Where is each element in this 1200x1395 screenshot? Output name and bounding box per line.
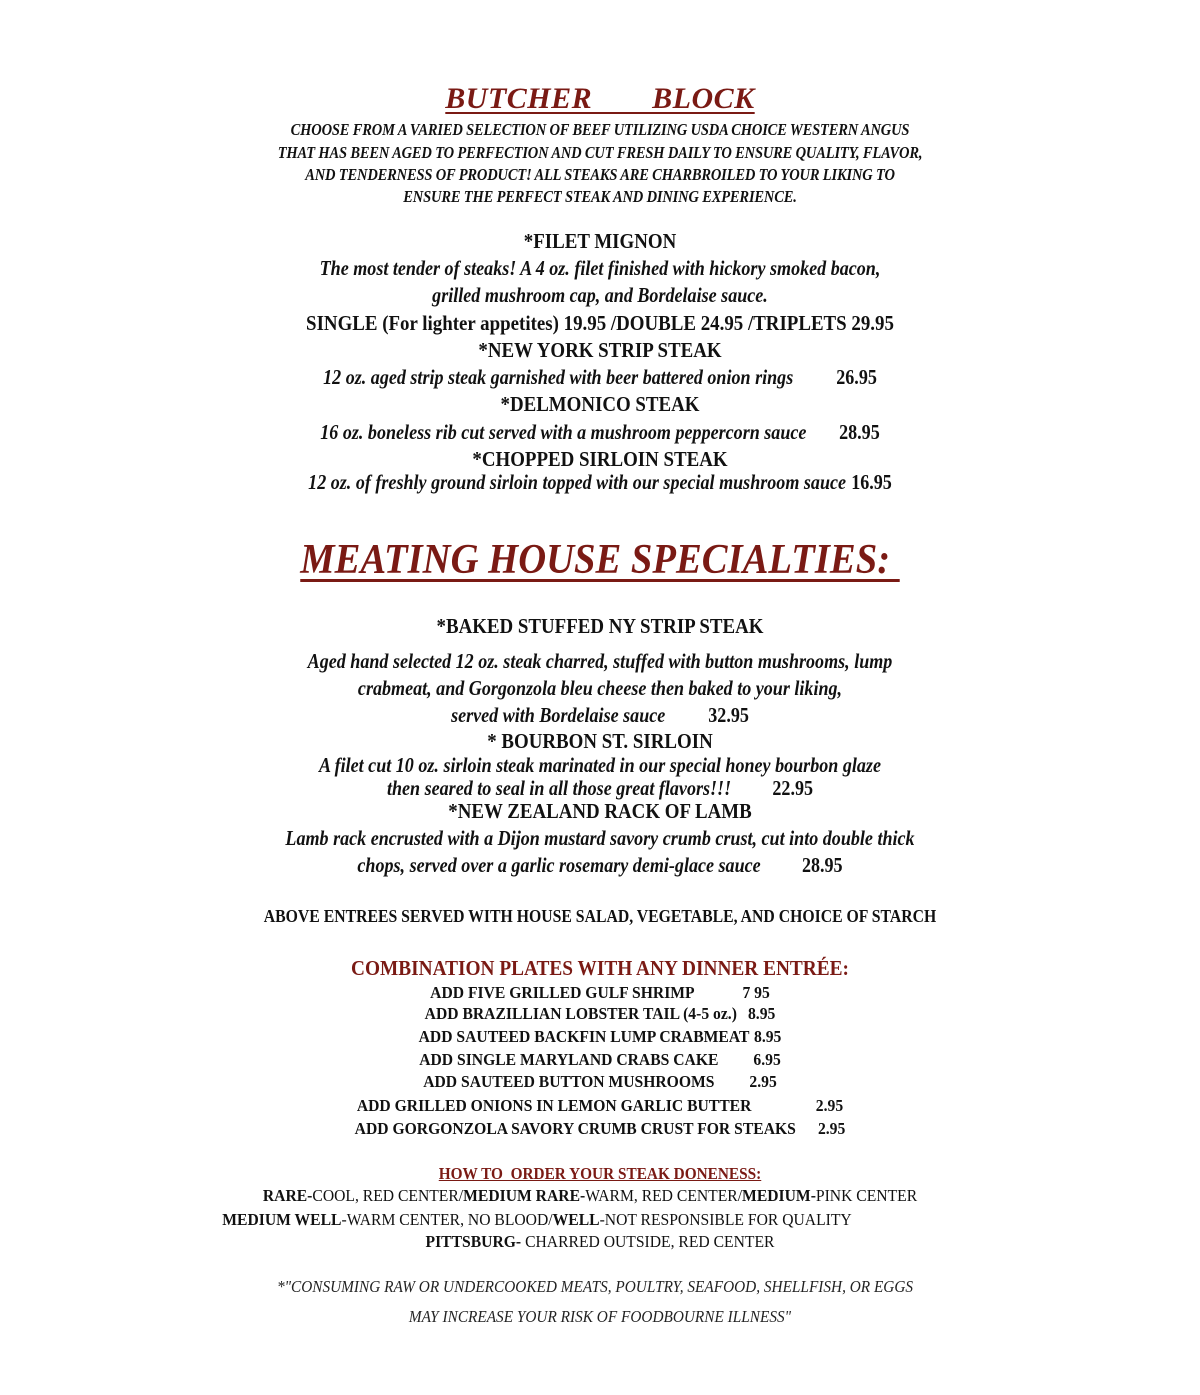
- consumer-warning-line: *"CONSUMING RAW OR UNDERCOOKED MEATS, POULTRY, SEAFOOD, SHELLFISH, OR EGGS: [276, 1277, 914, 1296]
- menu-item-name: *CHOPPED SIRLOIN STEAK: [472, 447, 728, 471]
- addon-row: [48, 1050, 1152, 1070]
- doneness-desc: COOL, RED CENTER/: [312, 1186, 464, 1205]
- addon-row: [48, 1004, 1152, 1024]
- addon-label: ADD GORGONZOLA SAVORY CRUMB CRUST FOR STEAKS: [354, 1119, 796, 1138]
- addon-price: 6.95: [753, 1050, 781, 1069]
- doneness-term: MEDIUM WELL: [222, 1210, 342, 1229]
- doneness-desc: CHARRED OUTSIDE, RED CENTER: [521, 1232, 775, 1251]
- entrees-served-with-note: ABOVE ENTREES SERVED WITH HOUSE SALAD, VEGETABLE, AND CHOICE OF STARCH: [263, 906, 937, 926]
- doneness-term: RARE-: [262, 1186, 313, 1205]
- menu-item-name: *NEW YORK STRIP STEAK: [478, 338, 722, 362]
- butcher-block-intro-line: AND TENDERNESS OF PRODUCT! ALL STEAKS ARE CHARBROILED TO YOUR LIKING TO: [305, 165, 895, 184]
- menu-item-price: 26.95: [836, 365, 877, 389]
- doneness-term: MEDIUM-: [742, 1186, 816, 1205]
- butcher-block-intro-line: ENSURE THE PERFECT STEAK AND DINING EXPERIENCE.: [403, 187, 797, 206]
- menu-item-description: served with Bordelaise sauce: [451, 703, 666, 727]
- butcher-block-intro-line: THAT HAS BEEN AGED TO PERFECTION AND CUT FRESH DAILY TO ENSURE QUALITY, FLAVOR,: [277, 143, 923, 162]
- menu-item-row: [84, 420, 1116, 445]
- menu-item-name: *BAKED STUFFED NY STRIP STEAK: [436, 614, 764, 638]
- addon-price: 2.95: [749, 1072, 777, 1091]
- menu-item-description: crabmeat, and Gorgonzola bleu cheese then baked to your liking,: [357, 676, 843, 700]
- addon-row: [48, 1119, 1152, 1139]
- menu-item-description: 12 oz. of freshly ground sirloin topped with our special mushroom sauce: [308, 470, 847, 494]
- consumer-warning-line: MAY INCREASE YOUR RISK OF FOODBOURNE ILLNESS": [408, 1307, 792, 1326]
- menu-item-name: * BOURBON ST. SIRLOIN: [487, 729, 713, 753]
- doneness-line: [48, 1232, 1152, 1252]
- menu-item-name: *NEW ZEALAND RACK OF LAMB: [448, 799, 752, 823]
- menu-item-description: Lamb rack encrusted with a Dijon mustard savory crumb crust, cut into double thick: [285, 826, 915, 850]
- addon-price: 8.95: [747, 1004, 776, 1023]
- addon-label: ADD SAUTEED BACKFIN LUMP CRABMEAT: [418, 1027, 750, 1046]
- addon-price: 8.95: [753, 1027, 782, 1046]
- menu-item-description: 16 oz. boneless rib cut served with a mushroom peppercorn sauce: [320, 420, 807, 444]
- addon-row: [48, 1072, 1152, 1092]
- menu-item-price: 32.95: [708, 703, 749, 727]
- menu-item-price: 22.95: [772, 776, 814, 800]
- menu-item-description: grilled mushroom cap, and Bordelaise sauce.: [432, 283, 768, 307]
- menu-item-row: [84, 776, 1116, 801]
- addon-label: ADD BRAZILLIAN LOBSTER TAIL (4-5 oz.): [424, 1004, 737, 1023]
- menu-item-pricing: SINGLE (For lighter appetites) 19.95 /DOUBLE 24.95 /TRIPLETS 29.95: [306, 311, 894, 335]
- addon-row: [48, 1096, 1152, 1116]
- doneness-desc: -NOT RESPONSIBLE FOR QUALITY: [599, 1210, 852, 1229]
- menu-item-name: *DELMONICO STEAK: [500, 392, 700, 416]
- addon-label: ADD SAUTEED BUTTON MUSHROOMS: [423, 1072, 715, 1091]
- doneness-desc: WARM, RED CENTER/: [585, 1186, 743, 1205]
- addon-price: 7 95: [742, 983, 770, 1002]
- combination-title: COMBINATION PLATES WITH ANY DINNER ENTRÉE:: [351, 956, 849, 980]
- menu-item-row: [84, 365, 1116, 390]
- specialties-title: MEATING HOUSE SPECIALTIES:: [300, 537, 900, 583]
- menu-item-description: Aged hand selected 12 oz. steak charred, stuffed with button mushrooms, lump: [307, 649, 893, 673]
- menu-item-description: then seared to seal in all those great flavors!!!: [386, 776, 732, 800]
- addon-label: ADD GRILLED ONIONS IN LEMON GARLIC BUTTER: [356, 1096, 752, 1115]
- menu-item-description: 12 oz. aged strip steak garnished with beer battered onion rings: [323, 365, 794, 389]
- butcher-block-title: BUTCHER BLOCK: [445, 82, 755, 115]
- addon-row: [48, 1027, 1152, 1047]
- doneness-title: HOW TO ORDER YOUR STEAK DONENESS:: [438, 1164, 762, 1183]
- menu-item-price: 28.95: [801, 853, 843, 877]
- addon-row: [48, 983, 1152, 1003]
- doneness-line: [38, 1186, 1142, 1206]
- doneness-term: MEDIUM RARE-: [463, 1186, 586, 1205]
- addon-price: 2.95: [815, 1096, 844, 1115]
- addon-price: 2.95: [817, 1119, 846, 1138]
- menu-item-price: 28.95: [839, 420, 880, 444]
- doneness-term: PITTSBURG-: [425, 1232, 522, 1251]
- menu-item-name: *FILET MIGNON: [523, 229, 677, 253]
- doneness-desc: -WARM CENTER, NO BLOOD/: [341, 1210, 553, 1229]
- addon-label: ADD FIVE GRILLED GULF SHRIMP: [430, 983, 695, 1002]
- menu-item-description: The most tender of steaks! A 4 oz. filet finished with hickory smoked bacon,: [319, 256, 881, 280]
- butcher-block-intro-line: CHOOSE FROM A VARIED SELECTION OF BEEF UTILIZING USDA CHOICE WESTERN ANGUS: [290, 120, 910, 139]
- menu-item-description: A filet cut 10 oz. sirloin steak marinated in our special honey bourbon glaze: [319, 753, 881, 777]
- menu-item-row: [84, 703, 1116, 728]
- doneness-desc: PINK CENTER: [815, 1186, 918, 1205]
- doneness-line: [0, 1210, 1089, 1230]
- menu-item-description: chops, served over a garlic rosemary demi-glace sauce: [357, 853, 761, 877]
- menu-item-price: 16.95: [851, 470, 892, 494]
- doneness-term: WELL: [552, 1210, 600, 1229]
- menu-item-row: [84, 853, 1116, 878]
- addon-label: ADD SINGLE MARYLAND CRABS CAKE: [419, 1050, 719, 1069]
- menu-item-row: [84, 470, 1116, 495]
